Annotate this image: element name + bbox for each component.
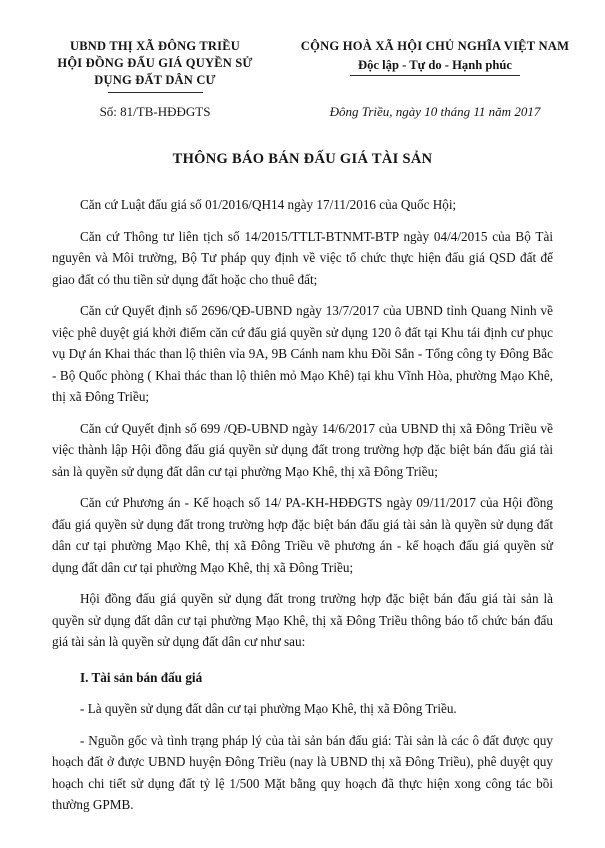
document-number: Số: 81/TB-HĐĐGTS xyxy=(99,104,211,119)
national-heading-block xyxy=(299,38,571,93)
paragraph: Căn cứ Luật đấu giá số 01/2016/QH14 ngày 17/11/2016 của Quốc Hội; xyxy=(80,197,457,212)
paragraph: Hội đồng đấu giá quyền sử dụng đất trong trường hợp đặc biệt bán đấu giá tài sản là quyền sử dụng đất dân cư tại phường Mạo Khê, thị xã Đông Triều thông báo tổ chức bán đấu giá tài sản là quyền sử dụng đất dân cư như sau: xyxy=(52,591,553,649)
paragraph: Căn cứ Thông tư liên tịch số 14/2015/TTLT-BTNMT-BTP ngày 04/4/2015 của Bộ Tài nguyên và Môi trường, Bộ Tư pháp quy định về việc tổ chức thực hiện đấu giá QSD đất để giao đất có thu tiền sử dụng đất hoặc cho thuê đất; xyxy=(52,228,553,287)
paragraph: Căn cứ Quyết định số 2696/QĐ-UBND ngày 13/7/2017 của UBND tỉnh Quang Ninh về việc phê duyệt giá khởi điểm căn cứ đấu giá quyền sử dụng 120 ô đất tại Khu tái định cư phục vụ Dự án Khai thác than lộ thiên vỉa 9A, 9B Cánh nam khu Đồi Sắn - Tổng công ty Đông Bắc - Bộ Quốc phòng ( Khai thác than lộ thiên mỏ Mạo Khê) tại khu Vĩnh Hòa, phường Mạo Khê, thị xã Đông Triều; xyxy=(52,303,553,404)
section-heading: I. Tài sản bán đấu giá xyxy=(80,669,203,685)
issuing-authority-line-1: UBND THỊ XÃ ĐÔNG TRIỀU xyxy=(70,39,240,53)
issuing-authority-line-3: DỤNG ĐẤT DÂN CƯ xyxy=(94,73,216,87)
document-title-block xyxy=(0,151,605,168)
place-and-date: Đông Triều, ngày 10 tháng 11 năm 2017 xyxy=(329,104,541,119)
issuing-authority-underline xyxy=(108,92,203,93)
issuing-authority-block xyxy=(30,38,280,93)
list-item: - Nguồn gốc và tình trạng pháp lý của tài sản bán đấu giá: Tài sản là các ô đất được quy hoạch đất ở được UBND huyện Đông Triều (nay là UBND thị xã Đông Triều), phê duyệt quy hoạch chi tiết sử dụng đất tỷ lệ 1/500 Mặt bằng quy hoạch đã thực hiện xong công tác bồi thường GPMB. xyxy=(52,732,553,812)
national-name: CỘNG HOÀ XÃ HỘI CHỦ NGHĨA VIỆT NAM xyxy=(300,39,570,53)
issuing-authority-line-2: HỘI ĐỒNG ĐẤU GIÁ QUYỀN SỬ xyxy=(57,56,253,70)
national-motto-underline xyxy=(350,75,520,76)
document-body xyxy=(0,184,605,816)
document-meta-row xyxy=(0,93,605,121)
page-title: THÔNG BÁO BÁN ĐẤU GIÁ TÀI SẢN xyxy=(172,151,433,167)
list-item: - Là quyền sử dụng đất dân cư tại phường Mạo Khê, thị xã Đông Triều. xyxy=(80,701,457,716)
national-motto: Độc lập - Tự do - Hạnh phúc xyxy=(358,58,512,72)
paragraph: Căn cứ Quyết định số 699 /QĐ-UBND ngày 14/6/2017 của UBND thị xã Đông Triều về việc thành lập Hội đồng đấu giá quyền sử dụng đất trong trường hợp đặc biệt bán đấu giá tài sản là quyền sử dụng đất dân cư tại phường Mạo Khê, thị xã Đông Triều; xyxy=(52,420,553,479)
paragraph: Căn cứ Phương án - Kế hoạch số 14/ PA-KH-HĐĐGTS ngày 09/11/2017 của Hội đồng đấu giá quyền sử dụng đất trong trường hợp đặc biệt bán đấu giá tài sản là quyền sử dụng đất dân cư tại phường Mạo Khê, thị xã Đông Triều về phương án - kế hoạch đấu giá quyền sử dụng đất dân cư tại phường Mạo Khê, thị xã Đông Triều; xyxy=(52,495,553,575)
document-header xyxy=(0,0,605,93)
